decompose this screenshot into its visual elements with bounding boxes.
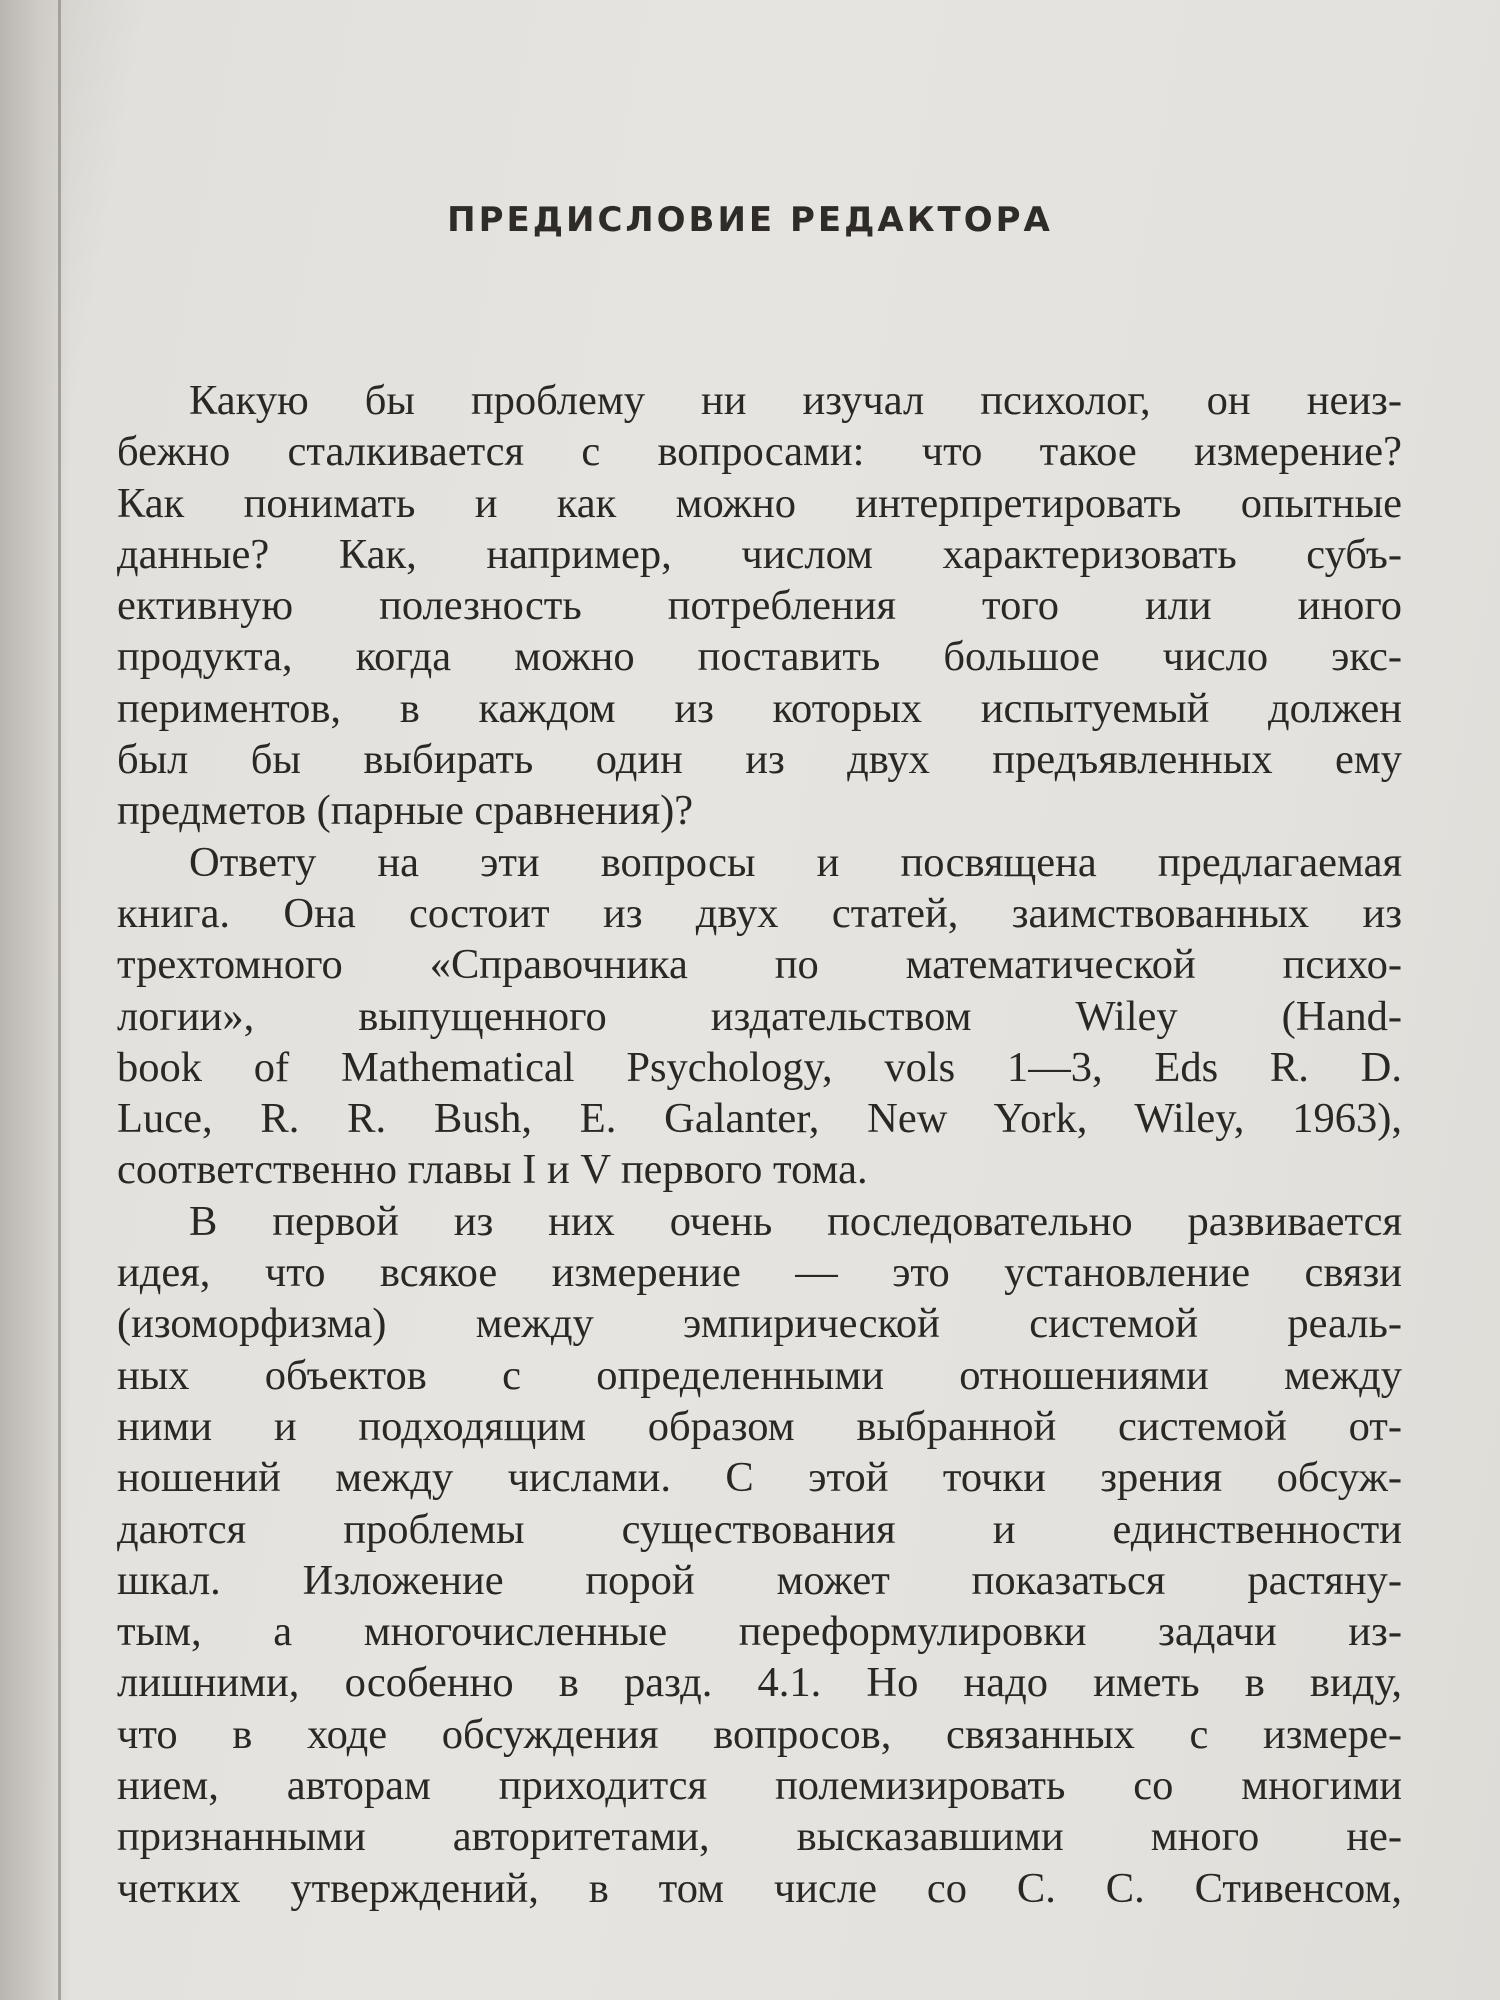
body-text: [117, 375, 1402, 1914]
text-line: продукта, когда можно поставить большое число экс-: [117, 633, 1402, 681]
text-line: соответственно главы I и V первого тома.: [117, 1146, 868, 1194]
text-line: трехтомного «Справочника по математической психо-: [117, 941, 1402, 989]
text-line: был бы выбирать один из двух предъявленных ему: [117, 736, 1402, 784]
text-line: (изоморфизма) между эмпирической системой реаль-: [117, 1300, 1402, 1348]
text-line: шкал. Изложение порой может показаться растяну-: [117, 1556, 1402, 1604]
text-line: четких утверждений, в том числе со С. С. Стивенсом,: [117, 1864, 1402, 1912]
text-line: периментов, в каждом из которых испытуемый должен: [117, 684, 1402, 732]
text-line: В первой из них очень последовательно развивается: [189, 1197, 1402, 1245]
text-line: книга. Она состоит из двух статей, заимствованных из: [117, 889, 1402, 937]
text-line: что в ходе обсуждения вопросов, связанных с измере-: [117, 1710, 1402, 1758]
page-title: ПРЕДИСЛОВИЕ РЕДАКТОРА: [447, 200, 1053, 240]
text-line: ективную полезность потребления того или иного: [117, 582, 1402, 630]
text-line: book of Mathematical Psychology, vols 1—3, Eds R. D.: [117, 1043, 1402, 1091]
text-line: данные? Как, например, числом характеризовать субъ-: [117, 530, 1402, 578]
text-line: признанными авторитетами, высказавшими много не-: [117, 1813, 1402, 1861]
text-line: ношений между числами. С этой точки зрения обсуж-: [117, 1454, 1402, 1502]
book-gutter-edge: [58, 0, 61, 2000]
text-line: тым, а многочисленные переформулировки задачи из-: [117, 1608, 1402, 1656]
text-line: нием, авторам приходится полемизировать со многими: [117, 1762, 1402, 1810]
text-line: предметов (парные сравнения)?: [117, 787, 694, 835]
text-line: даются проблемы существования и единственности: [117, 1505, 1402, 1553]
text-line: Как понимать и как можно интерпретировать опытные: [117, 479, 1402, 527]
text-line: ними и подходящим образом выбранной системой от-: [117, 1402, 1402, 1450]
text-line: Ответу на эти вопросы и посвящена предлагаемая: [189, 838, 1402, 886]
text-line: лишними, особенно в разд. 4.1. Но надо иметь в виду,: [117, 1659, 1402, 1707]
text-line: ных объектов с определенными отношениями между: [117, 1351, 1402, 1399]
text-line: Какую бы проблему ни изучал психолог, он неиз-: [189, 377, 1402, 424]
text-line: бежно сталкивается с вопросами: что такое измерение?: [117, 428, 1402, 476]
text-line: логии», выпущенного издательством Wiley (Hand-: [117, 992, 1402, 1040]
text-line: идея, что всякое измерение — это установление связи: [117, 1249, 1402, 1297]
text-line: Luce, R. R. Bush, E. Galanter, New York, Wiley, 1963),: [117, 1095, 1402, 1143]
